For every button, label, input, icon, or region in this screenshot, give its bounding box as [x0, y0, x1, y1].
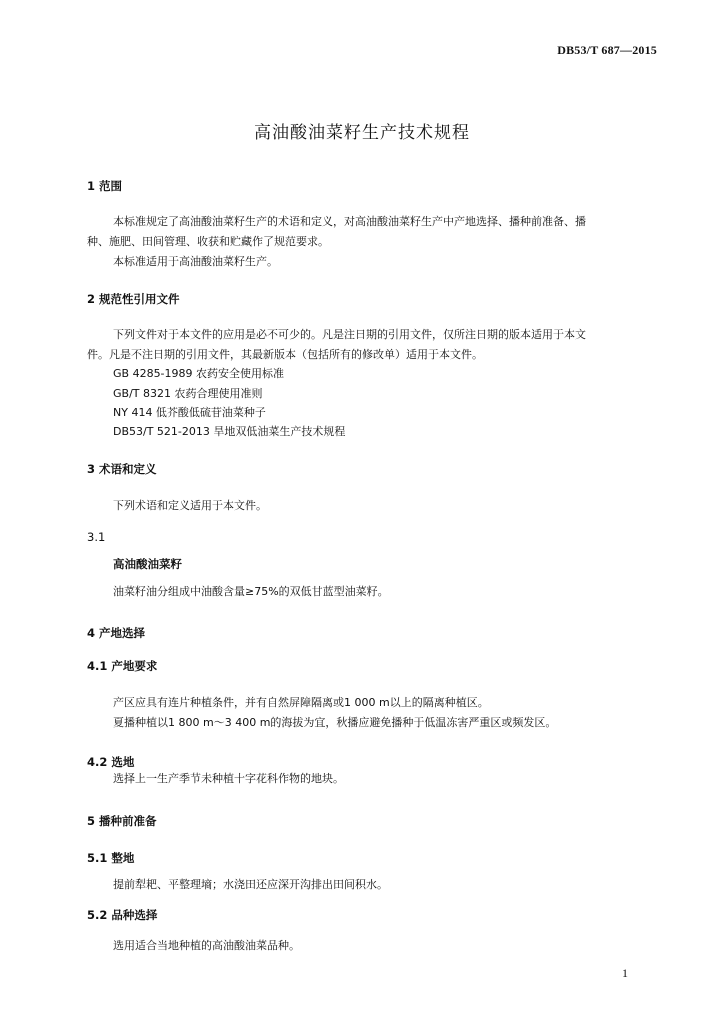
section-1-paragraph-1-line-2: 种、施肥、田间管理、收获和贮藏作了规范要求。	[87, 235, 329, 248]
reference-item: GB 4285-1989 农药安全使用标准	[113, 367, 285, 380]
subsection-5-2-paragraph: 选用适合当地种植的高油酸油菜品种。	[113, 939, 300, 952]
subsection-5-1-paragraph: 提前犁耙、平整理墒；水浇田还应深开沟排出田间积水。	[113, 878, 388, 891]
subsection-4-1-paragraph-1: 产区应具有连片种植条件，并有自然屏障隔离或1 000 m以上的隔离种植区。	[113, 696, 489, 709]
section-3-paragraph: 下列术语和定义适用于本文件。	[113, 499, 267, 512]
term-definition: 油菜籽油分组成中油酸含量≥75%的双低甘蓝型油菜籽。	[113, 585, 389, 598]
section-2-paragraph-line-1: 下列文件对于本文件的应用是必不可少的。凡是注日期的引用文件，仅所注日期的版本适用于本文	[113, 328, 586, 341]
reference-item: DB53/T 521-2013 旱地双低油菜生产技术规程	[113, 425, 346, 438]
section-3-heading: 3 术语和定义	[87, 462, 157, 476]
subsection-4-1-paragraph-2: 夏播种植以1 800 m～3 400 m的海拔为宜，秋播应避免播种于低温冻害严重区或频发区。	[113, 716, 557, 729]
page-number: 1	[622, 966, 628, 980]
subsection-3-1-number: 3.1	[87, 530, 106, 544]
section-2-heading: 2 规范性引用文件	[87, 292, 180, 306]
section-4-heading: 4 产地选择	[87, 626, 146, 640]
section-1-paragraph-1-line-1: 本标准规定了高油酸油菜籽生产的术语和定义，对高油酸油菜籽生产中产地选择、播种前准备、播	[113, 215, 586, 228]
subsection-5-1-heading: 5.1 整地	[87, 851, 135, 865]
section-5-heading: 5 播种前准备	[87, 814, 157, 828]
subsection-5-2-heading: 5.2 品种选择	[87, 908, 158, 922]
document-id: DB53/T 687—2015	[557, 43, 657, 57]
reference-item: NY 414 低芥酸低硫苷油菜种子	[113, 406, 266, 419]
subsection-4-1-heading: 4.1 产地要求	[87, 659, 158, 673]
subsection-4-2-paragraph: 选择上一生产季节未种植十字花科作物的地块。	[113, 772, 344, 785]
term-name: 高油酸油菜籽	[113, 557, 182, 571]
reference-item: GB/T 8321 农药合理使用准则	[113, 387, 263, 400]
document-title: 高油酸油菜籽生产技术规程	[254, 123, 470, 143]
section-1-heading: 1 范围	[87, 179, 123, 193]
subsection-4-2-heading: 4.2 选地	[87, 755, 135, 769]
section-2-paragraph-line-2: 件。凡是不注日期的引用文件，其最新版本（包括所有的修改单）适用于本文件。	[87, 348, 483, 361]
section-1-paragraph-2: 本标准适用于高油酸油菜籽生产。	[113, 255, 278, 268]
